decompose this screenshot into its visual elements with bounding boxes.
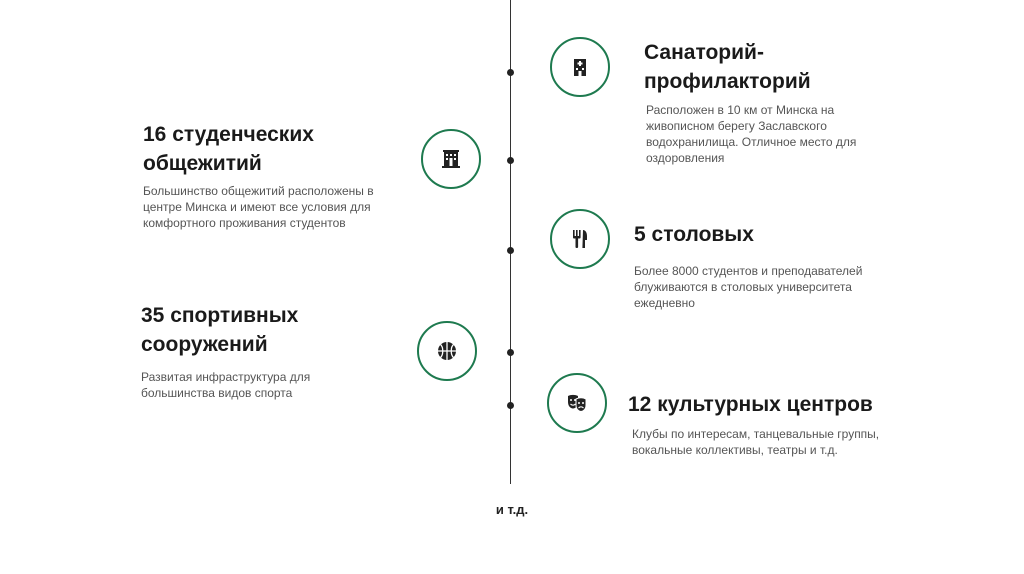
footer-etc: и т.д.: [495, 502, 529, 517]
item-title: 16 студенческих общежитий: [143, 123, 314, 175]
dormitory-icon-circle: [421, 129, 481, 189]
item-title: Санаторий-профилакторий: [644, 41, 811, 93]
item-description: Развитая инфраструктура для большинства видов спорта: [141, 370, 311, 400]
item-title: 5 столовых: [634, 223, 754, 246]
item-description: Клубы по интересам, танцевальные группы, вокальные коллективы, театры и т.д.: [632, 427, 880, 457]
dormitory-building-icon: [439, 147, 463, 171]
hospital-building-icon: [568, 55, 592, 79]
basketball-icon: [435, 339, 459, 363]
sanatorium-icon-circle: [550, 37, 610, 97]
timeline-dot: [507, 402, 514, 409]
canteen-icon-circle: [550, 209, 610, 269]
item-description: Более 8000 студентов и преподавателей блуживаются в столовых университета ежедневно: [634, 264, 863, 310]
timeline-dot: [507, 349, 514, 356]
fork-knife-icon: [568, 227, 592, 251]
timeline-dot: [507, 157, 514, 164]
theater-masks-icon: [565, 391, 589, 415]
culture-icon-circle: [547, 373, 607, 433]
timeline-dot: [507, 247, 514, 254]
item-title: 35 спортивных сооружений: [141, 304, 299, 356]
timeline-dot: [507, 69, 514, 76]
item-title: 12 культурных центров: [628, 393, 873, 416]
sports-icon-circle: [417, 321, 477, 381]
item-description: Большинство общежитий расположены в центре Минска и имеют все условия для комфортного проживания студентов: [143, 184, 374, 230]
item-description: Расположен в 10 км от Минска на живописном берегу Заславского водохранилища. Отличное место для оздоровления: [646, 103, 857, 165]
